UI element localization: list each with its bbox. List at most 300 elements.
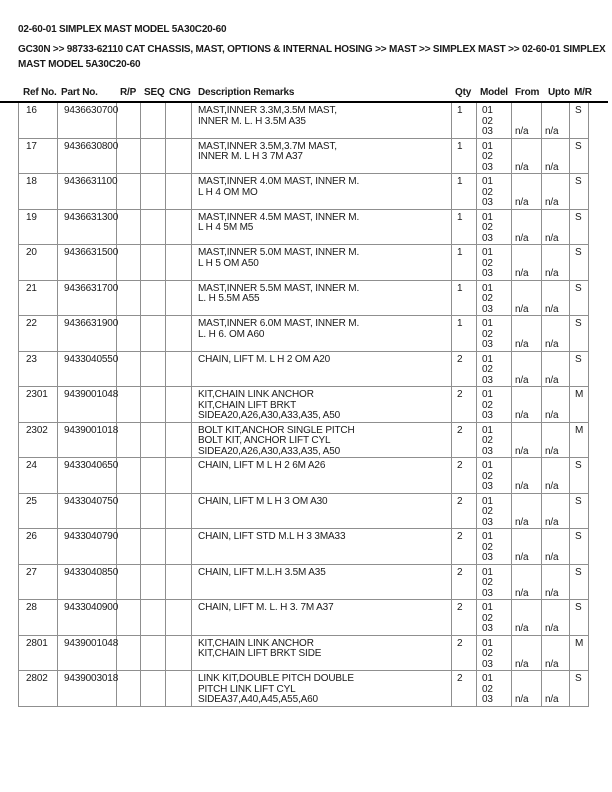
ref-no-cell	[19, 316, 58, 351]
table-row	[19, 565, 589, 601]
description-cell	[192, 210, 452, 245]
upto-cell-line: n/a	[545, 623, 559, 634]
from-cell-line: n/a	[515, 658, 529, 670]
model-cell-line: 01	[482, 353, 493, 365]
part-no-cell	[58, 565, 117, 600]
description-cell	[192, 103, 452, 138]
rp-cell	[117, 423, 141, 458]
description-cell-line: L H 5 OM A50	[198, 257, 259, 269]
model-cell-line: 03	[482, 303, 493, 315]
part-no-cell	[58, 494, 117, 529]
part-no-cell	[58, 600, 117, 635]
model-cell	[477, 423, 512, 458]
from-cell-line: n/a	[515, 268, 529, 279]
cng-cell	[166, 387, 192, 422]
ref-no-cell	[19, 174, 58, 209]
model-cell-line: 01	[482, 176, 493, 187]
mr-cell	[570, 636, 589, 671]
from-cell-line: n/a	[515, 374, 529, 386]
description-cell-line: MAST,INNER 3.5M,3.7M MAST,	[198, 140, 337, 152]
table-row	[19, 423, 589, 459]
seq-cell	[141, 103, 166, 138]
from-cell	[512, 529, 542, 564]
model-cell	[477, 139, 512, 174]
seq-cell	[141, 565, 166, 600]
model-cell-line: 03	[482, 552, 493, 563]
seq-cell	[141, 174, 166, 209]
from-cell-line: n/a	[515, 339, 529, 350]
description-cell-line: MAST,INNER 3.3M,3.5M MAST,	[198, 105, 337, 116]
model-cell-line: 02	[482, 506, 493, 517]
mr-cell-line: S	[575, 353, 582, 365]
part-no-cell	[58, 387, 117, 422]
part-no-cell-line: 9439001048	[64, 637, 119, 649]
description-cell	[192, 281, 452, 316]
model-cell	[477, 245, 512, 280]
ref-no-cell-line: 25	[26, 495, 37, 507]
model-cell-line: 02	[482, 257, 493, 269]
table-row	[19, 103, 589, 139]
qty-cell-line: 1	[457, 282, 463, 294]
description-cell	[192, 245, 452, 280]
upto-cell-line: n/a	[545, 374, 559, 386]
seq-cell	[141, 458, 166, 493]
upto-cell	[542, 281, 570, 316]
table-row	[19, 494, 589, 530]
col-header-mr: M/R	[574, 87, 592, 98]
upto-cell	[542, 600, 570, 635]
model-cell-line: 02	[482, 470, 493, 482]
table-row	[19, 458, 589, 494]
part-no-cell-line: 9436631300	[64, 211, 119, 223]
model-cell-line: 01	[482, 566, 493, 578]
col-header-cng: CNG	[169, 87, 191, 98]
part-no-cell	[58, 636, 117, 671]
ref-no-cell	[19, 245, 58, 280]
description-cell-line: CHAIN, LIFT STD M.L H 3 3MA33	[198, 531, 346, 542]
ref-no-cell-line: 17	[26, 140, 37, 152]
table-row	[19, 352, 589, 388]
mr-cell	[570, 139, 589, 174]
breadcrumb	[18, 43, 605, 72]
description-cell	[192, 139, 452, 174]
table-row	[19, 600, 589, 636]
description-cell	[192, 671, 452, 706]
seq-cell	[141, 352, 166, 387]
description-cell	[192, 494, 452, 529]
model-cell-line: 02	[482, 399, 493, 411]
mr-cell-line: S	[575, 495, 582, 507]
col-header-model: Model	[480, 87, 508, 98]
model-cell-line: 01	[482, 531, 493, 542]
model-cell-line: 01	[482, 424, 493, 436]
qty-cell-line: 1	[457, 176, 463, 187]
model-cell	[477, 387, 512, 422]
from-cell-line: n/a	[515, 232, 529, 244]
description-cell-line: CHAIN, LIFT M L H 2 6M A26	[198, 460, 326, 471]
upto-cell-line: n/a	[545, 126, 559, 137]
table-row	[19, 387, 589, 423]
model-cell-line: 02	[482, 364, 493, 375]
model-cell-line: 03	[482, 374, 493, 386]
part-no-cell	[58, 423, 117, 458]
qty-cell-line: 1	[457, 247, 463, 258]
upto-cell	[542, 423, 570, 458]
breadcrumb-line-1: GC30N >> 98733-62110 CAT CHASSIS, MAST, OPTIONS & INTERNAL HOSING >> MAST >> SIMPLEX MAST >> 02-60-01 SIMPLEX	[18, 44, 606, 55]
upto-cell	[542, 139, 570, 174]
qty-cell-line: 1	[457, 105, 463, 116]
upto-cell	[542, 458, 570, 493]
mr-cell-line: S	[575, 176, 582, 187]
cng-cell	[166, 139, 192, 174]
qty-cell-line: 1	[457, 318, 463, 329]
table-row	[19, 671, 589, 707]
col-header-upto: Upto	[548, 87, 570, 98]
ref-no-cell	[19, 600, 58, 635]
qty-cell	[452, 174, 477, 209]
mr-cell-line: S	[575, 318, 582, 329]
rp-cell	[117, 529, 141, 564]
part-no-cell-line: 9436630800	[64, 140, 119, 152]
description-cell	[192, 423, 452, 458]
model-cell-line: 03	[482, 694, 493, 705]
ref-no-cell-line: 2302	[26, 424, 48, 436]
mr-cell	[570, 458, 589, 493]
qty-cell	[452, 245, 477, 280]
part-no-cell	[58, 458, 117, 493]
rp-cell	[117, 174, 141, 209]
ref-no-cell	[19, 103, 58, 138]
ref-no-cell	[19, 281, 58, 316]
model-cell-line: 01	[482, 602, 493, 613]
from-cell-line: n/a	[515, 481, 529, 492]
qty-cell-line: 2	[457, 424, 463, 436]
from-cell	[512, 210, 542, 245]
rp-cell	[117, 671, 141, 706]
ref-no-cell-line: 27	[26, 566, 37, 578]
description-cell-line: LINK KIT,DOUBLE PITCH DOUBLE	[198, 673, 354, 684]
cng-cell	[166, 423, 192, 458]
cng-cell	[166, 103, 192, 138]
model-cell-line: 01	[482, 211, 493, 223]
ref-no-cell-line: 24	[26, 460, 37, 471]
rp-cell	[117, 210, 141, 245]
col-header-ref-no: Ref No.	[23, 87, 57, 98]
page-title: 02-60-01 SIMPLEX MAST MODEL 5A30C20-60	[18, 24, 227, 35]
model-cell-line: 01	[482, 140, 493, 152]
cng-cell	[166, 210, 192, 245]
qty-cell	[452, 352, 477, 387]
model-cell-line: 03	[482, 623, 493, 634]
mr-cell-line: S	[575, 460, 582, 471]
model-cell-line: 02	[482, 222, 493, 233]
description-cell-line: CHAIN, LIFT M. L. H 3. 7M A37	[198, 602, 334, 613]
from-cell-line: n/a	[515, 587, 529, 599]
from-cell-line: n/a	[515, 694, 529, 705]
model-cell-line: 03	[482, 339, 493, 350]
col-header-seq: SEQ	[144, 87, 165, 98]
upto-cell	[542, 494, 570, 529]
description-cell-line: SIDEA20,A26,A30,A33,A35, A50	[198, 445, 341, 457]
upto-cell-line: n/a	[545, 197, 559, 208]
qty-cell-line: 2	[457, 353, 463, 365]
description-cell-line: PITCH LINK LIFT CYL	[198, 683, 296, 695]
description-cell-line: L. H 6. OM A60	[198, 328, 265, 340]
from-cell-line: n/a	[515, 445, 529, 457]
qty-cell-line: 2	[457, 602, 463, 613]
rp-cell	[117, 281, 141, 316]
seq-cell	[141, 600, 166, 635]
cng-cell	[166, 281, 192, 316]
upto-cell	[542, 245, 570, 280]
model-cell-line: 03	[482, 481, 493, 492]
model-cell	[477, 494, 512, 529]
ref-no-cell	[19, 494, 58, 529]
mr-cell	[570, 352, 589, 387]
table-row	[19, 210, 589, 246]
model-cell	[477, 281, 512, 316]
part-no-cell-line: 9436630700	[64, 105, 119, 116]
model-cell-line: 03	[482, 445, 493, 457]
model-cell	[477, 600, 512, 635]
model-cell-line: 03	[482, 232, 493, 244]
model-cell-line: 03	[482, 516, 493, 528]
seq-cell	[141, 316, 166, 351]
rp-cell	[117, 387, 141, 422]
part-no-cell-line: 9439001018	[64, 424, 119, 436]
mr-cell	[570, 174, 589, 209]
ref-no-cell	[19, 529, 58, 564]
from-cell	[512, 352, 542, 387]
cng-cell	[166, 671, 192, 706]
model-cell-line: 03	[482, 197, 493, 208]
qty-cell	[452, 636, 477, 671]
part-no-cell-line: 9436631700	[64, 282, 119, 294]
rp-cell	[117, 494, 141, 529]
from-cell	[512, 636, 542, 671]
col-header-rp: R/P	[120, 87, 137, 98]
table-row	[19, 316, 589, 352]
ref-no-cell-line: 2801	[26, 637, 48, 649]
col-header-part-no: Part No.	[61, 87, 98, 98]
description-cell	[192, 600, 452, 635]
qty-cell-line: 1	[457, 211, 463, 223]
cng-cell	[166, 458, 192, 493]
mr-cell-line: S	[575, 602, 582, 613]
col-header-from: From	[515, 87, 540, 98]
model-cell-line: 03	[482, 268, 493, 279]
qty-cell	[452, 494, 477, 529]
table-row	[19, 139, 589, 175]
qty-cell	[452, 565, 477, 600]
mr-cell	[570, 103, 589, 138]
mr-cell	[570, 600, 589, 635]
rp-cell	[117, 139, 141, 174]
from-cell	[512, 565, 542, 600]
from-cell	[512, 103, 542, 138]
mr-cell-line: S	[575, 105, 582, 116]
description-cell	[192, 458, 452, 493]
rp-cell	[117, 458, 141, 493]
mr-cell-line: M	[575, 389, 584, 400]
mr-cell	[570, 565, 589, 600]
model-cell-line: 03	[482, 658, 493, 670]
seq-cell	[141, 494, 166, 529]
mr-cell	[570, 316, 589, 351]
qty-cell	[452, 671, 477, 706]
table-row	[19, 636, 589, 672]
model-cell-line: 01	[482, 282, 493, 294]
seq-cell	[141, 636, 166, 671]
part-no-cell-line: 9439003018	[64, 673, 119, 684]
mr-cell	[570, 529, 589, 564]
qty-cell-line: 2	[457, 460, 463, 471]
description-cell	[192, 529, 452, 564]
part-no-cell	[58, 103, 117, 138]
part-no-cell	[58, 316, 117, 351]
part-no-cell	[58, 174, 117, 209]
model-cell-line: 02	[482, 612, 493, 624]
qty-cell	[452, 387, 477, 422]
mr-cell-line: S	[575, 673, 582, 684]
from-cell-line: n/a	[515, 303, 529, 315]
qty-cell	[452, 316, 477, 351]
description-cell-line: L. H 5.5M A55	[198, 293, 260, 304]
ref-no-cell	[19, 387, 58, 422]
qty-cell	[452, 210, 477, 245]
upto-cell-line: n/a	[545, 587, 559, 599]
seq-cell	[141, 139, 166, 174]
ref-no-cell-line: 2301	[26, 389, 48, 400]
part-no-cell-line: 9436631500	[64, 247, 119, 258]
part-no-cell-line: 9433040550	[64, 353, 119, 365]
part-no-cell-line: 9436631100	[64, 176, 118, 187]
upto-cell	[542, 174, 570, 209]
upto-cell-line: n/a	[545, 516, 559, 528]
mr-cell-line: M	[575, 637, 584, 649]
description-cell-line: KIT,CHAIN LIFT BRKT	[198, 399, 297, 411]
upto-cell	[542, 636, 570, 671]
breadcrumb-line-2: MAST MODEL 5A30C20-60	[18, 58, 141, 70]
seq-cell	[141, 529, 166, 564]
from-cell-line: n/a	[515, 197, 529, 208]
model-cell-line: 02	[482, 293, 493, 304]
model-cell-line: 01	[482, 389, 493, 400]
qty-cell-line: 2	[457, 495, 463, 507]
description-cell-line: MAST,INNER 4.5M MAST, INNER M.	[198, 211, 360, 223]
ref-no-cell-line: 21	[26, 282, 37, 294]
ref-no-cell	[19, 671, 58, 706]
model-cell	[477, 103, 512, 138]
cng-cell	[166, 316, 192, 351]
qty-cell	[452, 281, 477, 316]
description-cell-line: MAST,INNER 5.5M MAST, INNER M.	[198, 282, 360, 294]
mr-cell	[570, 387, 589, 422]
table-row	[19, 245, 589, 281]
mr-cell-line: S	[575, 531, 582, 542]
cng-cell	[166, 529, 192, 564]
ref-no-cell	[19, 636, 58, 671]
cng-cell	[166, 600, 192, 635]
col-header-description: Description Remarks	[198, 87, 295, 98]
model-cell	[477, 565, 512, 600]
model-cell	[477, 210, 512, 245]
col-header-qty: Qty	[455, 87, 472, 98]
from-cell-line: n/a	[515, 126, 529, 137]
description-cell	[192, 565, 452, 600]
from-cell	[512, 494, 542, 529]
upto-cell	[542, 565, 570, 600]
model-cell-line: 03	[482, 587, 493, 599]
description-cell-line: SIDEA20,A26,A30,A33,A35, A50	[198, 410, 341, 421]
description-cell-line: MAST,INNER 5.0M MAST, INNER M.	[198, 247, 360, 258]
part-no-cell-line: 9433040900	[64, 602, 119, 613]
model-cell-line: 01	[482, 495, 493, 507]
model-cell-line: 01	[482, 105, 493, 116]
model-cell-line: 02	[482, 577, 493, 588]
description-cell-line: KIT,CHAIN LIFT BRKT SIDE	[198, 648, 322, 659]
part-no-cell-line: 9433040790	[64, 531, 119, 542]
model-cell	[477, 529, 512, 564]
upto-cell	[542, 529, 570, 564]
upto-cell	[542, 210, 570, 245]
qty-cell-line: 2	[457, 637, 463, 649]
qty-cell	[452, 458, 477, 493]
upto-cell-line: n/a	[545, 658, 559, 670]
qty-cell-line: 2	[457, 566, 463, 578]
model-cell	[477, 636, 512, 671]
table-header-row	[18, 87, 592, 98]
description-cell-line: MAST,INNER 4.0M MAST, INNER M.	[198, 176, 360, 187]
qty-cell	[452, 600, 477, 635]
part-no-cell-line: 9439001048	[64, 389, 119, 400]
model-cell-line: 02	[482, 541, 493, 553]
description-cell-line: BOLT KIT, ANCHOR LIFT CYL	[198, 435, 331, 446]
seq-cell	[141, 281, 166, 316]
upto-cell-line: n/a	[545, 552, 559, 563]
upto-cell-line: n/a	[545, 445, 559, 457]
model-cell-line: 02	[482, 186, 493, 198]
ref-no-cell-line: 20	[26, 247, 37, 258]
upto-cell-line: n/a	[545, 410, 559, 421]
description-cell	[192, 636, 452, 671]
part-no-cell	[58, 245, 117, 280]
rp-cell	[117, 600, 141, 635]
mr-cell-line: S	[575, 566, 582, 578]
model-cell-line: 01	[482, 318, 493, 329]
part-no-cell	[58, 352, 117, 387]
mr-cell	[570, 423, 589, 458]
model-cell-line: 02	[482, 115, 493, 127]
qty-cell-line: 2	[457, 531, 463, 542]
ref-no-cell	[19, 139, 58, 174]
cng-cell	[166, 494, 192, 529]
from-cell	[512, 139, 542, 174]
from-cell-line: n/a	[515, 623, 529, 634]
description-cell-line: KIT,CHAIN LINK ANCHOR	[198, 389, 314, 400]
parts-table	[18, 103, 589, 707]
mr-cell	[570, 245, 589, 280]
qty-cell	[452, 423, 477, 458]
upto-cell-line: n/a	[545, 232, 559, 244]
upto-cell	[542, 316, 570, 351]
part-no-cell	[58, 281, 117, 316]
table-row	[19, 174, 589, 210]
model-cell	[477, 316, 512, 351]
from-cell-line: n/a	[515, 410, 529, 421]
qty-cell-line: 2	[457, 389, 463, 400]
ref-no-cell-line: 26	[26, 531, 37, 542]
